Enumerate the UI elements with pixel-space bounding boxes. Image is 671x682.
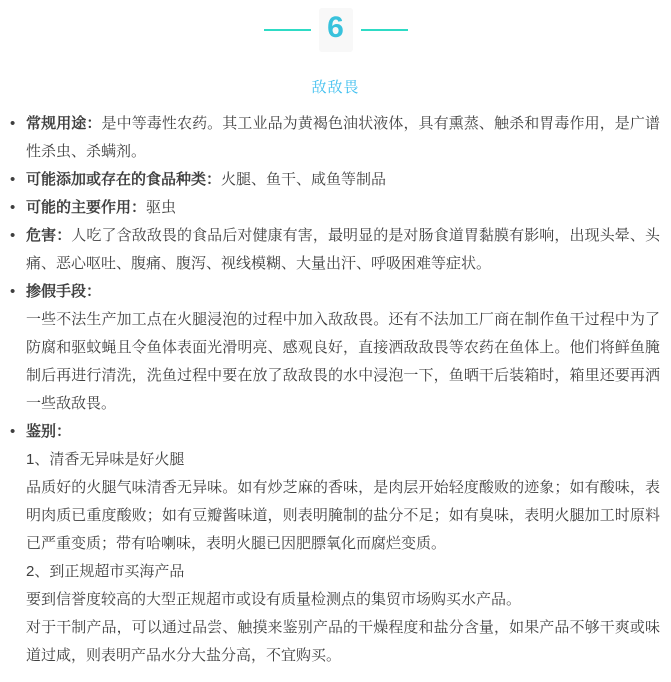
bullet-text: 人吃了含敌敌畏的食品后对健康有害，最明显的是对肠食道胃黏膜有影响，出现头晕、头痛、恶心呕吐、腹痛、腹泻、视线模糊、大量出汗、呼吸困难等症状。 — [26, 227, 660, 272]
bullet-text: 驱虫 — [146, 199, 177, 216]
right-divider-line — [361, 29, 408, 31]
left-divider-line — [264, 29, 311, 31]
bullet-label: 常规用途： — [26, 115, 102, 132]
bullet-label: 可能添加或存在的食品种类： — [26, 171, 222, 188]
bullet-item — [26, 194, 660, 222]
paragraph: 对于干制产品，可以通过品尝、触摸来鉴别产品的干燥程度和盐分含量，如果产品不够干爽或味道过咸，则表明产品水分大盐分高，不宜购买。 — [26, 619, 660, 664]
bullet-label: 危害： — [26, 227, 72, 244]
paragraph: 1、清香无异味是好火腿 — [26, 451, 185, 468]
section-header — [0, 0, 671, 97]
paragraph: 2、到正规超市买海产品 — [26, 563, 185, 580]
bullet-text: 火腿、鱼干、咸鱼等制品 — [221, 171, 387, 188]
bullet-item — [26, 418, 660, 670]
bullet-item — [26, 166, 660, 194]
bullet-item — [26, 110, 660, 166]
paragraph: 要到信誉度较高的大型正规超市或设有质量检测点的集贸市场购买水产品。 — [26, 591, 522, 608]
paragraph: 一些不法生产加工点在火腿浸泡的过程中加入敌敌畏。还有不法加工厂商在制作鱼干过程中为了防腐和驱蚊蝇且令鱼体表面光滑明亮、感观良好，直接洒敌敌畏等农药在鱼体上。他们将鲜鱼腌制后再进行清洗，洗鱼过程中要在放了敌敌畏的水中浸泡一下，鱼晒干后装箱时，箱里还要再洒一些敌敌畏。 — [26, 311, 660, 412]
section-number-row — [0, 8, 671, 52]
bullet-item — [26, 222, 660, 278]
section-number: 6 — [319, 8, 353, 52]
bullet-label: 可能的主要作用： — [26, 199, 147, 216]
bullet-item — [26, 278, 660, 418]
bullet-label: 掺假手段： — [26, 283, 102, 300]
bullet-text: 是中等毒性农药。其工业品为黄褐色油状液体，具有熏蒸、触杀和胃毒作用，是广谱性杀虫、杀螨剂。 — [26, 115, 660, 160]
bullet-list — [26, 110, 660, 670]
bullet-label: 鉴别： — [26, 423, 72, 440]
article-body — [0, 110, 671, 670]
page-title: 敌敌畏 — [311, 79, 360, 96]
paragraph: 品质好的火腿气味清香无异味。如有炒芝麻的香味，是肉层开始轻度酸败的迹象；如有酸味，表明肉质已重度酸败；如有豆瓣酱味道，则表明腌制的盐分不足；如有臭味，表明火腿加工时原料已严重变质；带有哈喇味，表明火腿已因肥膘氧化而腐烂变质。 — [26, 479, 660, 552]
